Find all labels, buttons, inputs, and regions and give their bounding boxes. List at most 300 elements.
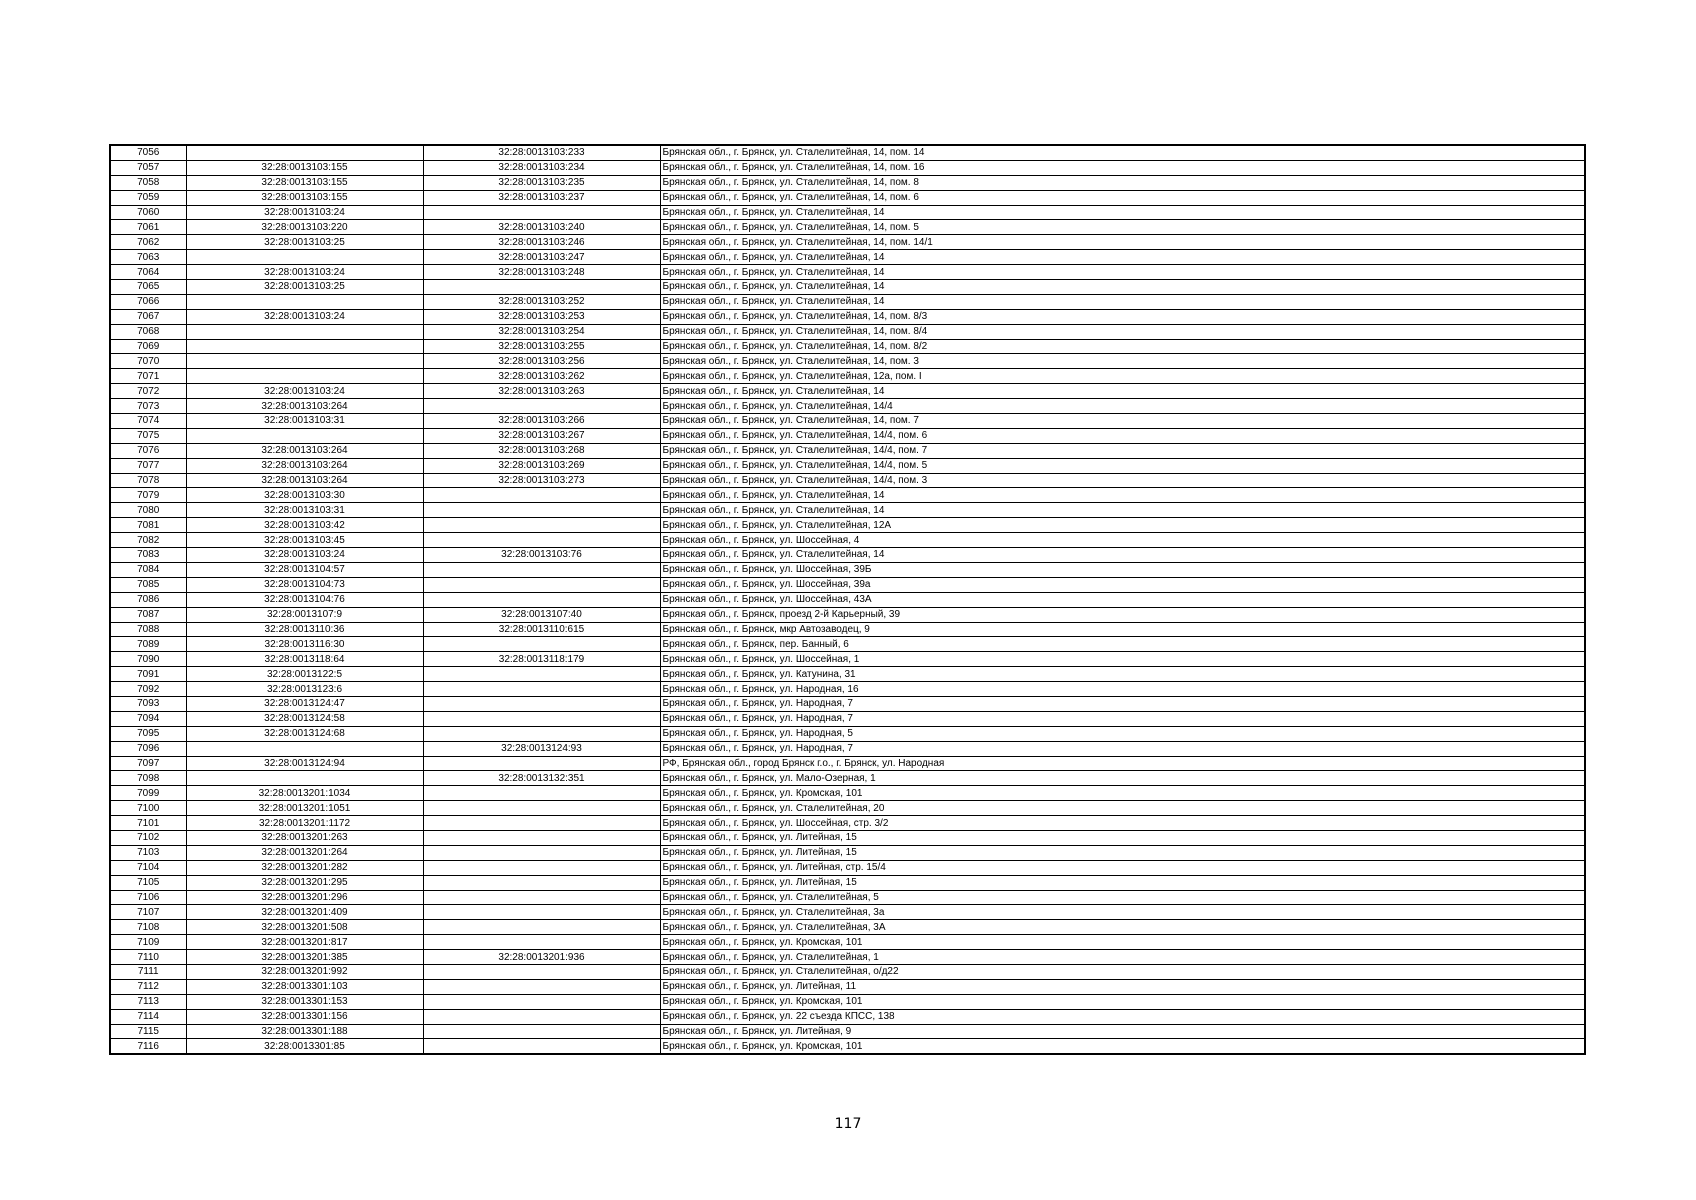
address-cell: Брянская обл., г. Брянск, ул. Сталелитейная, 14, пом. 5 [660, 220, 1585, 235]
land-plot-cadastral-cell [186, 354, 423, 369]
object-cadastral-cell: 32:28:0013110:615 [423, 622, 660, 637]
address-cell: Брянская обл., г. Брянск, ул. Сталелитейная, 14 [660, 265, 1585, 280]
object-cadastral-cell [423, 979, 660, 994]
row-number-cell: 7113 [110, 994, 186, 1009]
land-plot-cadastral-cell: 32:28:0013201:409 [186, 905, 423, 920]
row-number-cell: 7069 [110, 339, 186, 354]
address-cell: Брянская обл., г. Брянск, ул. Кромская, 101 [660, 786, 1585, 801]
address-cell: Брянская обл., г. Брянск, ул. Сталелитейная, 20 [660, 801, 1585, 816]
land-plot-cadastral-cell: 32:28:0013301:153 [186, 994, 423, 1009]
table-row [110, 592, 1585, 607]
table-row [110, 339, 1585, 354]
table-row [110, 756, 1585, 771]
table-row [110, 1039, 1585, 1054]
table-row [110, 860, 1585, 875]
table-row [110, 786, 1585, 801]
object-cadastral-cell [423, 816, 660, 831]
object-cadastral-cell: 32:28:0013103:262 [423, 369, 660, 384]
row-number-cell: 7104 [110, 860, 186, 875]
address-cell: Брянская обл., г. Брянск, ул. Кромская, 101 [660, 1039, 1585, 1054]
row-number-cell: 7094 [110, 711, 186, 726]
address-cell: Брянская обл., г. Брянск, ул. Народная, 7 [660, 711, 1585, 726]
land-plot-cadastral-cell: 32:28:0013103:24 [186, 384, 423, 399]
land-plot-cadastral-cell: 32:28:0013201:1172 [186, 816, 423, 831]
address-cell: Брянская обл., г. Брянск, ул. Сталелитейная, 14 [660, 548, 1585, 563]
address-cell: Брянская обл., г. Брянск, ул. Сталелитейная, 3а [660, 905, 1585, 920]
land-plot-cadastral-cell: 32:28:0013124:94 [186, 756, 423, 771]
land-plot-cadastral-cell: 32:28:0013201:992 [186, 964, 423, 979]
table-row [110, 354, 1585, 369]
address-cell: Брянская обл., г. Брянск, ул. Сталелитейная, 14, пом. 3 [660, 354, 1585, 369]
object-cadastral-cell: 32:28:0013118:179 [423, 652, 660, 667]
object-cadastral-cell: 32:28:0013107:40 [423, 607, 660, 622]
land-plot-cadastral-cell [186, 250, 423, 265]
address-cell: Брянская обл., г. Брянск, ул. Сталелитейная, 14, пом. 8/2 [660, 339, 1585, 354]
object-cadastral-cell [423, 905, 660, 920]
object-cadastral-cell [423, 682, 660, 697]
row-number-cell: 7111 [110, 964, 186, 979]
row-number-cell: 7093 [110, 696, 186, 711]
land-plot-cadastral-cell: 32:28:0013103:155 [186, 160, 423, 175]
page-number: 117 [834, 1116, 862, 1132]
table-row [110, 384, 1585, 399]
address-cell: Брянская обл., г. Брянск, ул. Литейная, стр. 15/4 [660, 860, 1585, 875]
table-row [110, 741, 1585, 756]
land-plot-cadastral-cell: 32:28:0013103:264 [186, 473, 423, 488]
object-cadastral-cell: 32:28:0013103:255 [423, 339, 660, 354]
address-cell: Брянская обл., г. Брянск, ул. Литейная, 9 [660, 1024, 1585, 1039]
land-plot-cadastral-cell: 32:28:0013103:264 [186, 399, 423, 414]
object-cadastral-cell [423, 845, 660, 860]
row-number-cell: 7067 [110, 309, 186, 324]
table-row [110, 488, 1585, 503]
table-row [110, 816, 1585, 831]
table-row [110, 160, 1585, 175]
table-row [110, 518, 1585, 533]
address-cell: Брянская обл., г. Брянск, ул. 22 съезда КПСС, 138 [660, 1009, 1585, 1024]
land-plot-cadastral-cell [186, 428, 423, 443]
address-cell: Брянская обл., г. Брянск, ул. Сталелитейная, 14, пом. 8 [660, 175, 1585, 190]
address-cell: Брянская обл., г. Брянск, ул. Народная, 16 [660, 682, 1585, 697]
row-number-cell: 7076 [110, 443, 186, 458]
address-cell: Брянская обл., г. Брянск, ул. Сталелитейная, 12А [660, 518, 1585, 533]
land-plot-cadastral-cell: 32:28:0013103:155 [186, 190, 423, 205]
address-cell: Брянская обл., г. Брянск, ул. Кромская, 101 [660, 935, 1585, 950]
table-row [110, 830, 1585, 845]
land-plot-cadastral-cell: 32:28:0013118:64 [186, 652, 423, 667]
row-number-cell: 7112 [110, 979, 186, 994]
land-plot-cadastral-cell: 32:28:0013103:31 [186, 503, 423, 518]
table-row [110, 801, 1585, 816]
address-cell: Брянская обл., г. Брянск, ул. Сталелитейная, 14, пом. 8/4 [660, 324, 1585, 339]
land-plot-cadastral-cell: 32:28:0013124:68 [186, 726, 423, 741]
land-plot-cadastral-cell: 32:28:0013103:24 [186, 309, 423, 324]
address-cell: Брянская обл., г. Брянск, ул. Сталелитейная, 3А [660, 920, 1585, 935]
row-number-cell: 7056 [110, 145, 186, 160]
land-plot-cadastral-cell: 32:28:0013103:24 [186, 205, 423, 220]
address-cell: Брянская обл., г. Брянск, ул. Шоссейная, 4 [660, 533, 1585, 548]
row-number-cell: 7090 [110, 652, 186, 667]
object-cadastral-cell: 32:28:0013103:248 [423, 265, 660, 280]
object-cadastral-cell: 32:28:0013103:269 [423, 458, 660, 473]
address-cell: Брянская обл., г. Брянск, ул. Литейная, 15 [660, 830, 1585, 845]
row-number-cell: 7101 [110, 816, 186, 831]
land-plot-cadastral-cell: 32:28:0013103:220 [186, 220, 423, 235]
object-cadastral-cell [423, 786, 660, 801]
land-plot-cadastral-cell: 32:28:0013103:42 [186, 518, 423, 533]
land-plot-cadastral-cell [186, 741, 423, 756]
address-cell: Брянская обл., г. Брянск, ул. Мало-Озерная, 1 [660, 771, 1585, 786]
table-row [110, 950, 1585, 965]
address-cell: Брянская обл., г. Брянск, ул. Сталелитейная, 14, пом. 14/1 [660, 235, 1585, 250]
table-row [110, 309, 1585, 324]
object-cadastral-cell: 32:28:0013103:263 [423, 384, 660, 399]
land-plot-cadastral-cell: 32:28:0013201:263 [186, 830, 423, 845]
table-row [110, 652, 1585, 667]
land-plot-cadastral-cell: 32:28:0013103:45 [186, 533, 423, 548]
object-cadastral-cell [423, 637, 660, 652]
table-row [110, 964, 1585, 979]
row-number-cell: 7088 [110, 622, 186, 637]
row-number-cell: 7073 [110, 399, 186, 414]
object-cadastral-cell [423, 964, 660, 979]
object-cadastral-cell [423, 667, 660, 682]
address-cell: Брянская обл., г. Брянск, ул. Сталелитейная, 14 [660, 503, 1585, 518]
object-cadastral-cell [423, 935, 660, 950]
land-plot-cadastral-cell: 32:28:0013201:1051 [186, 801, 423, 816]
object-cadastral-cell [423, 830, 660, 845]
address-cell: Брянская обл., г. Брянск, ул. Сталелитейная, 14/4, пом. 5 [660, 458, 1585, 473]
table-row [110, 250, 1585, 265]
object-cadastral-cell [423, 518, 660, 533]
row-number-cell: 7071 [110, 369, 186, 384]
table-row [110, 369, 1585, 384]
row-number-cell: 7074 [110, 414, 186, 429]
land-plot-cadastral-cell [186, 145, 423, 160]
address-cell: Брянская обл., г. Брянск, пер. Банный, 6 [660, 637, 1585, 652]
land-plot-cadastral-cell: 32:28:0013103:31 [186, 414, 423, 429]
object-cadastral-cell [423, 860, 660, 875]
land-plot-cadastral-cell: 32:28:0013103:155 [186, 175, 423, 190]
address-cell: Брянская обл., г. Брянск, ул. Сталелитейная, 14, пом. 6 [660, 190, 1585, 205]
object-cadastral-cell [423, 1024, 660, 1039]
object-cadastral-cell [423, 890, 660, 905]
land-plot-cadastral-cell: 32:28:0013201:296 [186, 890, 423, 905]
table-row [110, 533, 1585, 548]
land-plot-cadastral-cell: 32:28:0013104:73 [186, 577, 423, 592]
row-number-cell: 7107 [110, 905, 186, 920]
land-plot-cadastral-cell: 32:28:0013124:58 [186, 711, 423, 726]
table-row [110, 577, 1585, 592]
object-cadastral-cell: 32:28:0013132:351 [423, 771, 660, 786]
row-number-cell: 7095 [110, 726, 186, 741]
table-row [110, 979, 1585, 994]
table-row [110, 399, 1585, 414]
object-cadastral-cell [423, 592, 660, 607]
table-row [110, 696, 1585, 711]
row-number-cell: 7081 [110, 518, 186, 533]
address-cell: Брянская обл., г. Брянск, ул. Сталелитейная, 14, пом. 16 [660, 160, 1585, 175]
object-cadastral-cell: 32:28:0013201:936 [423, 950, 660, 965]
object-cadastral-cell [423, 696, 660, 711]
address-cell: Брянская обл., г. Брянск, ул. Кромская, 101 [660, 994, 1585, 1009]
address-cell: Брянская обл., г. Брянск, ул. Сталелитейная, 14 [660, 280, 1585, 295]
address-cell: Брянская обл., г. Брянск, ул. Шоссейная, 39Б [660, 562, 1585, 577]
row-number-cell: 7083 [110, 548, 186, 563]
land-plot-cadastral-cell: 32:28:0013107:9 [186, 607, 423, 622]
object-cadastral-cell: 32:28:0013103:254 [423, 324, 660, 339]
row-number-cell: 7105 [110, 875, 186, 890]
table-row [110, 711, 1585, 726]
address-cell: Брянская обл., г. Брянск, ул. Сталелитейная, о/д22 [660, 964, 1585, 979]
land-plot-cadastral-cell: 32:28:0013104:76 [186, 592, 423, 607]
table-body [110, 145, 1585, 1054]
row-number-cell: 7063 [110, 250, 186, 265]
table-row [110, 175, 1585, 190]
object-cadastral-cell: 32:28:0013103:268 [423, 443, 660, 458]
row-number-cell: 7087 [110, 607, 186, 622]
land-plot-cadastral-cell: 32:28:0013201:817 [186, 935, 423, 950]
address-cell: Брянская обл., г. Брянск, ул. Катунина, 31 [660, 667, 1585, 682]
table-row [110, 324, 1585, 339]
address-cell: Брянская обл., г. Брянск, ул. Сталелитейная, 5 [660, 890, 1585, 905]
land-plot-cadastral-cell [186, 294, 423, 309]
object-cadastral-cell [423, 994, 660, 1009]
object-cadastral-cell: 32:28:0013103:235 [423, 175, 660, 190]
address-cell: Брянская обл., г. Брянск, ул. Сталелитейная, 14/4, пом. 7 [660, 443, 1585, 458]
object-cadastral-cell [423, 756, 660, 771]
table-row [110, 503, 1585, 518]
address-cell: Брянская обл., г. Брянск, ул. Сталелитейная, 14 [660, 205, 1585, 220]
table-row [110, 1024, 1585, 1039]
address-cell: РФ, Брянская обл., город Брянск г.о., г. Брянск, ул. Народная [660, 756, 1585, 771]
object-cadastral-cell: 32:28:0013103:273 [423, 473, 660, 488]
row-number-cell: 7068 [110, 324, 186, 339]
object-cadastral-cell [423, 533, 660, 548]
land-plot-cadastral-cell: 32:28:0013103:25 [186, 280, 423, 295]
land-plot-cadastral-cell: 32:28:0013201:385 [186, 950, 423, 965]
table-row [110, 607, 1585, 622]
land-plot-cadastral-cell: 32:28:0013103:25 [186, 235, 423, 250]
address-cell: Брянская обл., г. Брянск, ул. Сталелитейная, 14, пом. 8/3 [660, 309, 1585, 324]
land-plot-cadastral-cell: 32:28:0013122:5 [186, 667, 423, 682]
land-plot-cadastral-cell: 32:28:0013201:264 [186, 845, 423, 860]
row-number-cell: 7066 [110, 294, 186, 309]
address-cell: Брянская обл., г. Брянск, ул. Сталелитейная, 1 [660, 950, 1585, 965]
row-number-cell: 7109 [110, 935, 186, 950]
table-row [110, 443, 1585, 458]
object-cadastral-cell: 32:28:0013124:93 [423, 741, 660, 756]
table-row [110, 562, 1585, 577]
row-number-cell: 7089 [110, 637, 186, 652]
row-number-cell: 7114 [110, 1009, 186, 1024]
land-plot-cadastral-cell: 32:28:0013124:47 [186, 696, 423, 711]
land-plot-cadastral-cell: 32:28:0013103:24 [186, 548, 423, 563]
table-row [110, 726, 1585, 741]
address-cell: Брянская обл., г. Брянск, ул. Шоссейная, 1 [660, 652, 1585, 667]
table-row [110, 845, 1585, 860]
row-number-cell: 7061 [110, 220, 186, 235]
row-number-cell: 7072 [110, 384, 186, 399]
address-cell: Брянская обл., г. Брянск, ул. Сталелитейная, 14, пом. 14 [660, 145, 1585, 160]
row-number-cell: 7065 [110, 280, 186, 295]
address-cell: Брянская обл., г. Брянск, ул. Шоссейная, 39а [660, 577, 1585, 592]
address-cell: Брянская обл., г. Брянск, ул. Шоссейная, 43А [660, 592, 1585, 607]
object-cadastral-cell [423, 875, 660, 890]
object-cadastral-cell [423, 1039, 660, 1054]
land-plot-cadastral-cell [186, 369, 423, 384]
object-cadastral-cell [423, 1009, 660, 1024]
land-plot-cadastral-cell: 32:28:0013116:30 [186, 637, 423, 652]
object-cadastral-cell [423, 920, 660, 935]
table-row [110, 682, 1585, 697]
table-row [110, 771, 1585, 786]
table-row [110, 637, 1585, 652]
address-cell: Брянская обл., г. Брянск, ул. Сталелитейная, 14 [660, 384, 1585, 399]
address-cell: Брянская обл., г. Брянск, ул. Сталелитейная, 12а, пом. I [660, 369, 1585, 384]
address-cell: Брянская обл., г. Брянск, ул. Народная, 7 [660, 696, 1585, 711]
row-number-cell: 7057 [110, 160, 186, 175]
object-cadastral-cell [423, 503, 660, 518]
table-row [110, 994, 1585, 1009]
table-row [110, 220, 1585, 235]
address-cell: Брянская обл., г. Брянск, ул. Литейная, 15 [660, 845, 1585, 860]
row-number-cell: 7116 [110, 1039, 186, 1054]
object-cadastral-cell: 32:28:0013103:237 [423, 190, 660, 205]
table-row [110, 458, 1585, 473]
table-row [110, 294, 1585, 309]
row-number-cell: 7115 [110, 1024, 186, 1039]
table-row [110, 1009, 1585, 1024]
row-number-cell: 7059 [110, 190, 186, 205]
object-cadastral-cell [423, 711, 660, 726]
address-cell: Брянская обл., г. Брянск, ул. Шоссейная, стр. 3/2 [660, 816, 1585, 831]
row-number-cell: 7070 [110, 354, 186, 369]
table-row [110, 190, 1585, 205]
object-cadastral-cell: 32:28:0013103:266 [423, 414, 660, 429]
object-cadastral-cell: 32:28:0013103:252 [423, 294, 660, 309]
land-plot-cadastral-cell: 32:28:0013201:508 [186, 920, 423, 935]
row-number-cell: 7084 [110, 562, 186, 577]
row-number-cell: 7062 [110, 235, 186, 250]
land-plot-cadastral-cell: 32:28:0013201:1034 [186, 786, 423, 801]
land-plot-cadastral-cell: 32:28:0013103:24 [186, 265, 423, 280]
address-cell: Брянская обл., г. Брянск, ул. Сталелитейная, 14 [660, 294, 1585, 309]
row-number-cell: 7082 [110, 533, 186, 548]
table-row [110, 265, 1585, 280]
address-cell: Брянская обл., г. Брянск, ул. Народная, 5 [660, 726, 1585, 741]
land-plot-cadastral-cell: 32:28:0013201:295 [186, 875, 423, 890]
land-plot-cadastral-cell [186, 771, 423, 786]
object-cadastral-cell [423, 280, 660, 295]
row-number-cell: 7080 [110, 503, 186, 518]
row-number-cell: 7097 [110, 756, 186, 771]
table-row [110, 145, 1585, 160]
object-cadastral-cell: 32:28:0013103:234 [423, 160, 660, 175]
land-plot-cadastral-cell: 32:28:0013104:57 [186, 562, 423, 577]
table-row [110, 414, 1585, 429]
object-cadastral-cell: 32:28:0013103:267 [423, 428, 660, 443]
table-row [110, 280, 1585, 295]
row-number-cell: 7075 [110, 428, 186, 443]
row-number-cell: 7099 [110, 786, 186, 801]
address-cell: Брянская обл., г. Брянск, проезд 2-й Карьерный, 39 [660, 607, 1585, 622]
object-cadastral-cell: 32:28:0013103:247 [423, 250, 660, 265]
table-row [110, 235, 1585, 250]
land-plot-cadastral-cell [186, 339, 423, 354]
land-plot-cadastral-cell: 32:28:0013301:188 [186, 1024, 423, 1039]
table-row [110, 875, 1585, 890]
table-row [110, 890, 1585, 905]
object-cadastral-cell: 32:28:0013103:233 [423, 145, 660, 160]
row-number-cell: 7102 [110, 830, 186, 845]
address-cell: Брянская обл., г. Брянск, мкр Автозаводец, 9 [660, 622, 1585, 637]
land-plot-cadastral-cell: 32:28:0013110:36 [186, 622, 423, 637]
land-plot-cadastral-cell: 32:28:0013301:156 [186, 1009, 423, 1024]
address-cell: Брянская обл., г. Брянск, ул. Сталелитейная, 14 [660, 250, 1585, 265]
row-number-cell: 7103 [110, 845, 186, 860]
object-cadastral-cell [423, 488, 660, 503]
table-row [110, 667, 1585, 682]
object-cadastral-cell [423, 577, 660, 592]
object-cadastral-cell [423, 801, 660, 816]
land-plot-cadastral-cell: 32:28:0013201:282 [186, 860, 423, 875]
row-number-cell: 7098 [110, 771, 186, 786]
object-cadastral-cell [423, 726, 660, 741]
row-number-cell: 7078 [110, 473, 186, 488]
land-plot-cadastral-cell: 32:28:0013301:85 [186, 1039, 423, 1054]
address-cell: Брянская обл., г. Брянск, ул. Сталелитейная, 14/4, пом. 3 [660, 473, 1585, 488]
land-plot-cadastral-cell: 32:28:0013123:6 [186, 682, 423, 697]
address-cell: Брянская обл., г. Брянск, ул. Народная, 7 [660, 741, 1585, 756]
address-cell: Брянская обл., г. Брянск, ул. Литейная, 15 [660, 875, 1585, 890]
row-number-cell: 7096 [110, 741, 186, 756]
object-cadastral-cell [423, 562, 660, 577]
row-number-cell: 7092 [110, 682, 186, 697]
object-cadastral-cell: 32:28:0013103:256 [423, 354, 660, 369]
table-row [110, 935, 1585, 950]
address-cell: Брянская обл., г. Брянск, ул. Сталелитейная, 14/4 [660, 399, 1585, 414]
row-number-cell: 7086 [110, 592, 186, 607]
table-row [110, 205, 1585, 220]
object-cadastral-cell [423, 399, 660, 414]
object-cadastral-cell: 32:28:0013103:76 [423, 548, 660, 563]
row-number-cell: 7106 [110, 890, 186, 905]
object-cadastral-cell [423, 205, 660, 220]
object-cadastral-cell: 32:28:0013103:240 [423, 220, 660, 235]
table-row [110, 905, 1585, 920]
address-cell: Брянская обл., г. Брянск, ул. Сталелитейная, 14 [660, 488, 1585, 503]
land-plot-cadastral-cell: 32:28:0013103:264 [186, 458, 423, 473]
cadastral-table [109, 144, 1586, 1055]
row-number-cell: 7079 [110, 488, 186, 503]
row-number-cell: 7110 [110, 950, 186, 965]
object-cadastral-cell: 32:28:0013103:246 [423, 235, 660, 250]
table-row [110, 920, 1585, 935]
table-row [110, 622, 1585, 637]
row-number-cell: 7091 [110, 667, 186, 682]
row-number-cell: 7108 [110, 920, 186, 935]
row-number-cell: 7058 [110, 175, 186, 190]
table-row [110, 428, 1585, 443]
row-number-cell: 7077 [110, 458, 186, 473]
address-cell: Брянская обл., г. Брянск, ул. Литейная, 11 [660, 979, 1585, 994]
land-plot-cadastral-cell: 32:28:0013103:30 [186, 488, 423, 503]
land-plot-cadastral-cell: 32:28:0013301:103 [186, 979, 423, 994]
row-number-cell: 7085 [110, 577, 186, 592]
land-plot-cadastral-cell [186, 324, 423, 339]
address-cell: Брянская обл., г. Брянск, ул. Сталелитейная, 14/4, пом. 6 [660, 428, 1585, 443]
